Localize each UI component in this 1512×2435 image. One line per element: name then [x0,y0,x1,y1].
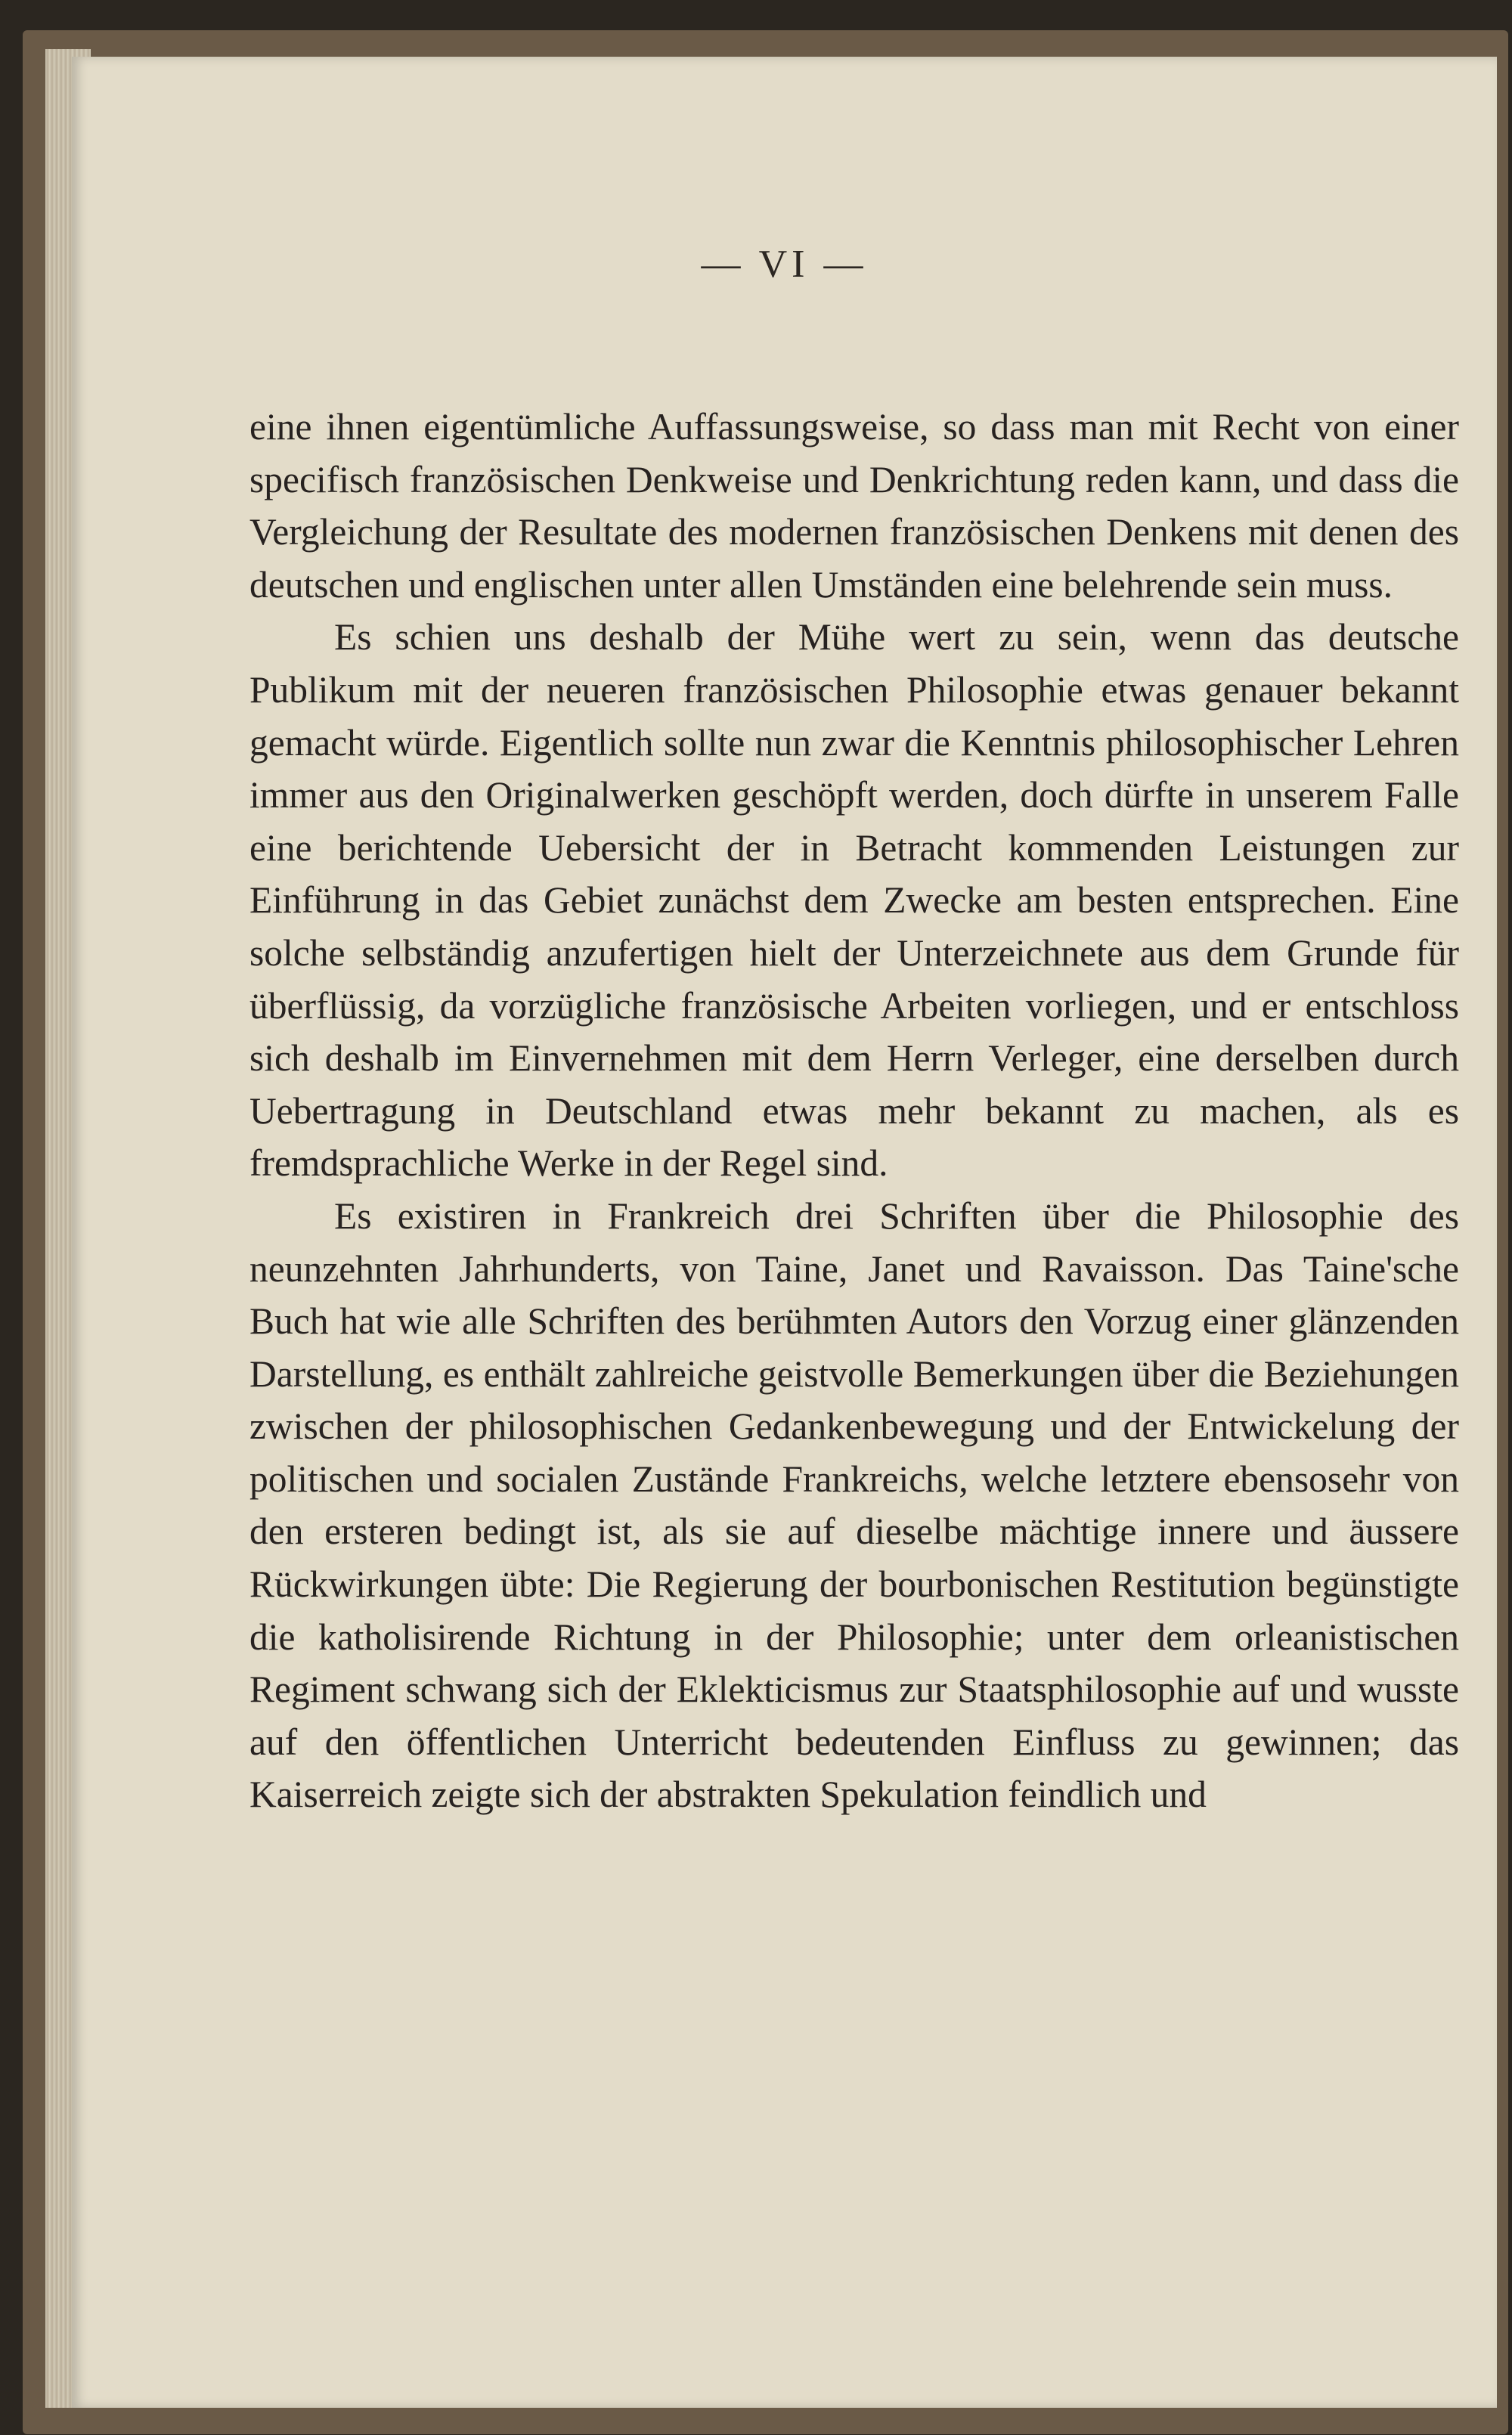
body-text [249,401,1459,1821]
paragraph-3: Es existiren in Frankreich drei Schriften über die Philosophie des neunzehnten Jahrhunderts, von Taine, Janet und Ravaisson. Das Taine'sche Buch hat wie alle Schriften des berühmten Autors den Vorzug einer glänzenden Darstellung, es enthält zahlreiche geistvolle Bemerkungen über die Beziehungen zwischen der philosophischen Gedankenbewegung und der Entwickelung der politischen und socialen Zustände Frankreichs, welche letztere ebensosehr von den ersteren bedingt ist, als sie auf dieselbe mächtige innere und äussere Rückwirkungen übte: Die Regierung der bourbonischen Restitution begünstigte die katholisirende Richtung in der Philosophie; unter dem orleanistischen Regiment schwang sich der Eklekticismus zur Staatsphilosophie auf und wusste auf den öffentlichen Unterricht bedeutenden Einfluss zu gewinnen; das Kaiserreich zeigte sich der abstrakten Spekulation feindlich und [249,1194,1459,1816]
page-number-header: — VI — [701,243,868,286]
paragraph-1: eine ihnen eigentümliche Auffassungsweise, so dass man mit Recht von einer specifisch französischen Denkweise und Denkrichtung reden kann, und dass die Vergleichung der Resultate des modernen französischen Denkens mit denen des deutschen und englischen unter allen Umständen eine belehrende sein muss. [249,406,1459,606]
paragraph-2: Es schien uns deshalb der Mühe wert zu sein, wenn das deutsche Publikum mit der neueren französischen Philosophie etwas genauer bekannt gemacht würde. Eigentlich sollte nun zwar die Kenntnis philosophischer Lehren immer aus den Originalwerken geschöpft werden, doch dürfte in unserem Falle eine berichtende Uebersicht der in Betracht kommenden Leistungen zur Einführung in das Gebiet zunächst dem Zwecke am besten entsprechen. Eine solche selbständig anzufertigen hielt der Unterzeichnete aus dem Grunde für überflüssig, da vorzügliche französische Arbeiten vorliegen, und er entschloss sich deshalb im Einvernehmen mit dem Herrn Verleger, eine derselben durch Uebertragung in Deutschland etwas mehr bekannt zu machen, als es fremdsprachliche Werke in der Regel sind. [249,616,1459,1185]
book-page [72,57,1497,2408]
